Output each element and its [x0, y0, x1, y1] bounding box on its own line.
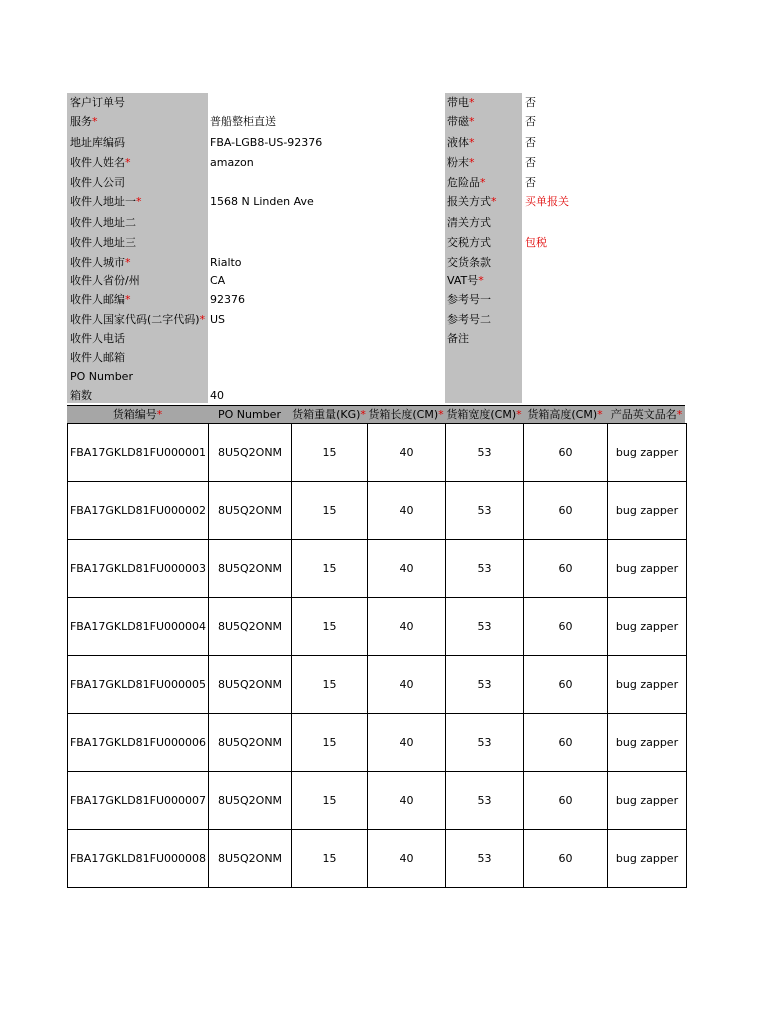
label-text: 带电	[447, 96, 469, 109]
right-field-label	[447, 332, 469, 345]
label-text: 收件人邮箱	[70, 351, 125, 364]
length-cell[interactable]: 40	[368, 598, 446, 656]
table-header-row	[67, 405, 685, 423]
left-field-label	[70, 236, 136, 249]
column-header	[523, 406, 607, 424]
label-text: 收件人国家代码(二字代码)	[70, 313, 200, 326]
left-field-label	[70, 370, 133, 383]
column-header-label: PO Number	[218, 408, 281, 421]
width-cell[interactable]: 53	[446, 714, 524, 772]
label-text: 带磁	[447, 115, 469, 128]
box-id-cell[interactable]: FBA17GKLD81FU000003	[68, 540, 209, 598]
column-header	[67, 406, 208, 424]
weight-cell[interactable]: 15	[292, 482, 368, 540]
required-marker: *	[199, 313, 206, 326]
label-text: 交货条款	[447, 256, 491, 269]
column-header	[291, 406, 367, 424]
table-row	[68, 772, 687, 830]
column-header-label: 货箱编号	[112, 408, 157, 421]
product-name-cell[interactable]: bug zapper	[608, 714, 687, 772]
label-text: PO Number	[70, 370, 133, 383]
label-text: 收件人姓名	[70, 156, 125, 169]
right-field-label	[447, 156, 475, 169]
width-cell[interactable]: 53	[446, 598, 524, 656]
required-marker: *	[360, 408, 366, 421]
left-field-label	[70, 216, 136, 229]
po-number-cell[interactable]: 8U5Q2ONM	[209, 598, 292, 656]
right-field-label	[447, 293, 491, 306]
right-field-label	[447, 115, 475, 128]
label-text: 收件人电话	[70, 332, 125, 345]
table-row	[68, 714, 687, 772]
table-row	[68, 656, 687, 714]
right-field-value[interactable]: 否	[525, 136, 536, 149]
right-field-value[interactable]: 否	[525, 156, 536, 169]
left-field-label	[70, 96, 125, 109]
left-field-value[interactable]: FBA-LGB8-US-92376	[210, 136, 323, 149]
right-field-label	[447, 96, 475, 109]
required-marker: *	[125, 156, 131, 169]
width-cell[interactable]: 53	[446, 482, 524, 540]
table-row	[68, 830, 687, 888]
label-text: 收件人公司	[70, 176, 125, 189]
required-marker: *	[469, 156, 475, 169]
left-field-label	[70, 274, 140, 287]
required-marker: *	[676, 408, 683, 421]
po-number-cell[interactable]: 8U5Q2ONM	[209, 482, 292, 540]
required-marker: *	[480, 176, 486, 189]
box-id-cell[interactable]: FBA17GKLD81FU000006	[68, 714, 209, 772]
width-cell[interactable]: 53	[446, 656, 524, 714]
table-row	[68, 424, 687, 482]
column-header-label: 货箱长度(CM)	[368, 408, 439, 421]
width-cell[interactable]: 53	[446, 830, 524, 888]
required-marker: *	[516, 408, 522, 421]
label-text: 服务	[70, 115, 92, 128]
box-id-cell[interactable]: FBA17GKLD81FU000002	[68, 482, 209, 540]
label-text: 危险品	[447, 176, 480, 189]
width-cell[interactable]: 53	[446, 772, 524, 830]
length-cell[interactable]: 40	[368, 482, 446, 540]
label-text: 收件人地址三	[70, 236, 136, 249]
required-marker: *	[438, 408, 444, 421]
left-field-value[interactable]: 40	[210, 389, 224, 402]
po-number-cell[interactable]: 8U5Q2ONM	[209, 424, 292, 482]
weight-cell[interactable]: 15	[292, 714, 368, 772]
height-cell[interactable]: 60	[524, 830, 608, 888]
box-table	[67, 423, 687, 888]
right-field-label	[447, 274, 484, 287]
left-field-label	[70, 351, 125, 364]
column-header	[208, 406, 291, 424]
po-number-cell[interactable]: 8U5Q2ONM	[209, 656, 292, 714]
left-field-label	[70, 293, 131, 306]
label-text: 客户订单号	[70, 96, 125, 109]
left-field-label	[70, 256, 131, 269]
left-field-label	[70, 313, 205, 326]
po-number-cell[interactable]: 8U5Q2ONM	[209, 540, 292, 598]
right-field-value[interactable]: 否	[525, 96, 536, 109]
column-header-label: 货箱重量(KG)	[292, 408, 361, 421]
required-marker: *	[469, 115, 475, 128]
height-cell[interactable]: 60	[524, 714, 608, 772]
label-text: 收件人城市	[70, 256, 125, 269]
length-cell[interactable]: 40	[368, 424, 446, 482]
width-cell[interactable]: 53	[446, 424, 524, 482]
right-field-label	[447, 256, 491, 269]
weight-cell[interactable]: 15	[292, 656, 368, 714]
left-field-label	[70, 389, 92, 402]
label-text: 清关方式	[447, 216, 491, 229]
table-row	[68, 540, 687, 598]
right-field-label	[447, 136, 475, 149]
label-text: 地址库编码	[70, 136, 125, 149]
left-field-value[interactable]: US	[210, 313, 226, 326]
weight-cell[interactable]: 15	[292, 772, 368, 830]
height-cell[interactable]: 60	[524, 482, 608, 540]
column-header	[367, 406, 445, 424]
po-number-cell[interactable]: 8U5Q2ONM	[209, 714, 292, 772]
left-field-value[interactable]: amazon	[210, 156, 254, 169]
po-number-cell[interactable]: 8U5Q2ONM	[209, 830, 292, 888]
column-header-label: 货箱高度(CM)	[527, 408, 598, 421]
box-id-cell[interactable]: FBA17GKLD81FU000001	[68, 424, 209, 482]
label-text: 收件人地址一	[70, 195, 136, 208]
required-marker: *	[136, 195, 142, 208]
left-field-label	[70, 156, 131, 169]
right-field-label	[447, 216, 491, 229]
box-id-cell[interactable]: FBA17GKLD81FU000008	[68, 830, 209, 888]
label-text: 参考号一	[447, 293, 491, 306]
required-marker: *	[597, 408, 603, 421]
weight-cell[interactable]: 15	[292, 598, 368, 656]
po-number-cell[interactable]: 8U5Q2ONM	[209, 772, 292, 830]
label-text: 报关方式	[447, 195, 491, 208]
width-cell[interactable]: 53	[446, 540, 524, 598]
product-name-cell[interactable]: bug zapper	[608, 482, 687, 540]
left-field-label	[70, 332, 125, 345]
label-text: 收件人邮编	[70, 293, 125, 306]
order-info-section	[0, 0, 768, 405]
column-header-label: 产品英文品名	[610, 408, 677, 421]
right-field-value[interactable]: 包税	[525, 236, 547, 249]
column-header	[445, 406, 523, 424]
weight-cell[interactable]: 15	[292, 424, 368, 482]
column-header	[607, 406, 686, 424]
left-field-value[interactable]: 92376	[210, 293, 245, 306]
required-marker: *	[469, 96, 475, 109]
product-name-cell[interactable]: bug zapper	[608, 540, 687, 598]
required-marker: *	[125, 256, 131, 269]
left-field-label	[70, 136, 125, 149]
product-name-cell[interactable]: bug zapper	[608, 830, 687, 888]
length-cell[interactable]: 40	[368, 540, 446, 598]
weight-cell[interactable]: 15	[292, 830, 368, 888]
left-field-label	[70, 195, 142, 208]
label-text: 收件人地址二	[70, 216, 136, 229]
product-name-cell[interactable]: bug zapper	[608, 656, 687, 714]
column-header-label: 货箱宽度(CM)	[446, 408, 517, 421]
height-cell[interactable]: 60	[524, 424, 608, 482]
label-text: 箱数	[70, 389, 92, 402]
product-name-cell[interactable]: bug zapper	[608, 772, 687, 830]
box-id-cell[interactable]: FBA17GKLD81FU000007	[68, 772, 209, 830]
product-name-cell[interactable]: bug zapper	[608, 598, 687, 656]
height-cell[interactable]: 60	[524, 598, 608, 656]
label-text: 收件人省份/州	[70, 274, 140, 287]
required-marker: *	[469, 136, 475, 149]
left-field-value[interactable]: 普船整柜直送	[210, 115, 276, 128]
product-name-cell[interactable]: bug zapper	[608, 424, 687, 482]
label-text: 备注	[447, 332, 469, 345]
required-marker: *	[491, 195, 497, 208]
right-field-label	[447, 176, 486, 189]
required-marker: *	[92, 115, 98, 128]
left-field-label	[70, 115, 98, 128]
left-field-value[interactable]: Rialto	[210, 256, 242, 269]
box-id-cell[interactable]: FBA17GKLD81FU000004	[68, 598, 209, 656]
required-marker: *	[125, 293, 131, 306]
weight-cell[interactable]: 15	[292, 540, 368, 598]
table-row	[68, 482, 687, 540]
label-text: VAT号	[447, 274, 479, 287]
right-field-value[interactable]: 否	[525, 115, 536, 128]
height-cell[interactable]: 60	[524, 656, 608, 714]
label-text: 粉末	[447, 156, 469, 169]
label-text: 参考号二	[447, 313, 491, 326]
required-marker: *	[478, 274, 484, 287]
length-cell[interactable]: 40	[368, 830, 446, 888]
length-cell[interactable]: 40	[368, 772, 446, 830]
required-marker: *	[156, 408, 163, 421]
right-field-label	[447, 236, 491, 249]
right-field-value[interactable]: 买单报关	[525, 195, 569, 208]
right-field-value[interactable]: 否	[525, 176, 536, 189]
right-field-label	[447, 195, 497, 208]
height-cell[interactable]: 60	[524, 772, 608, 830]
right-field-label	[447, 313, 491, 326]
length-cell[interactable]: 40	[368, 656, 446, 714]
table-row	[68, 598, 687, 656]
label-text: 液体	[447, 136, 469, 149]
left-field-value[interactable]: 1568 N Linden Ave	[210, 195, 314, 208]
left-field-value[interactable]: CA	[210, 274, 226, 287]
label-text: 交税方式	[447, 236, 491, 249]
box-id-cell[interactable]: FBA17GKLD81FU000005	[68, 656, 209, 714]
height-cell[interactable]: 60	[524, 540, 608, 598]
left-field-label	[70, 176, 125, 189]
length-cell[interactable]: 40	[368, 714, 446, 772]
